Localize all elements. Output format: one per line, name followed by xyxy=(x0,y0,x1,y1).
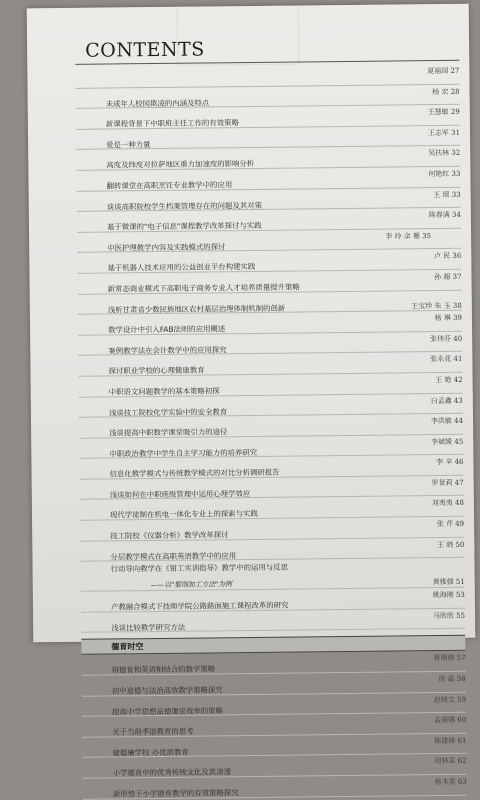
toc-author-page: 姚海刚 53 xyxy=(432,591,465,600)
toc-author-page: 孟丽娜 60 xyxy=(433,715,467,725)
toc-author-page: 马欣欣 55 xyxy=(432,611,466,620)
toc-entry[interactable]: 信息化教学模式与传统教学模式的对比分析调研报告 李 辛 46 xyxy=(79,455,463,480)
toc-entry[interactable]: 新常态商业模式下高职电子商务专业人才培养质量提升策略 孙 超 37 xyxy=(77,270,461,295)
toc-entry[interactable]: 新课程背景下中职班主任工作的有效策略 王慧敏 29 xyxy=(76,105,460,130)
toc-subtitle: ——以"錾削加工方法"为例 xyxy=(150,580,232,590)
toc-author-page: 杨 琳 39 xyxy=(434,313,463,323)
toc-author-page: 赵映文 59 xyxy=(433,695,466,704)
toc-entry[interactable]: 未成年人校园欺凌的内涵及特点 杨 宏 28 xyxy=(76,84,460,109)
toc-entry[interactable]: 技工院校《仪器分析》教学改革探讨 张 芹 49 xyxy=(80,517,464,542)
toc-entry[interactable]: 初中道德与法治高效教学策略探究 徐 晶 58 xyxy=(82,672,466,697)
toc-author-page: 孙 超 37 xyxy=(434,272,462,282)
toc-author-page: 王志军 31 xyxy=(427,128,461,137)
toc-author-page: 张伟芬 40 xyxy=(429,334,463,343)
toc-entry[interactable]: 将德育和英语相结合的教学策略 蒋翔刚 57 xyxy=(81,651,465,676)
toc-entry[interactable]: 浅谈提高中职数学课堂吸引力的途径 李洪敏 44 xyxy=(79,414,463,439)
contents-title: CONTENTS xyxy=(85,38,205,62)
toc-entry[interactable]: 小学德育中的优秀传统文化及其渗透 周林菜 62 xyxy=(83,754,467,779)
toc-author-page: 何艳红 33 xyxy=(428,169,461,179)
toc-author-page: 周林菜 62 xyxy=(434,757,467,766)
toc-author-page: 杨 宏 28 xyxy=(432,87,460,96)
toc-author-page: 王宝珍 朱 玉 38 xyxy=(411,301,462,310)
toc-author-page: 罗景莉 47 xyxy=(431,478,464,487)
toc-entry[interactable]: 浅谈技工院校化学实验中的安全教育 白孟鑫 43 xyxy=(79,393,463,418)
toc-author-page: 徐 晶 58 xyxy=(438,674,466,684)
toc-author-page: 刘夷夷 48 xyxy=(431,499,464,508)
toc-entry[interactable]: 浅析甘肃省少数民族地区农村基层治理体制机制的创新 王宝珍 朱 玉 38 xyxy=(78,290,462,315)
toc-entry[interactable]: 行动导向教学在《钳工实训指导》教学中的运用与反思 ——以"錾削加工方法"为例 黄雅强 51 xyxy=(80,558,464,592)
toc-author-page: 蒋翔刚 57 xyxy=(433,654,466,663)
toc-entry[interactable]: 建德廉学校 办优质教育 陈建锋 61 xyxy=(82,734,466,759)
toc-entry[interactable]: 浅谈如何在中职班级管理中运用心理学效应 罗景莉 47 xyxy=(80,476,464,501)
toc-author-page: 夏福园 27 xyxy=(427,66,460,76)
toc-entry[interactable]: 基于微课的"电子信息"课程教学改革探讨与实践 陈春满 34 xyxy=(77,208,461,233)
toc-entry[interactable]: 数学设计中引入FAB法则的应用概述 杨 琳 39 xyxy=(78,311,462,336)
toc-entry[interactable]: 谈谈高职院校学生档案管理存在的问题及其对策 王 瑶 33 xyxy=(77,187,461,212)
toc-entry[interactable]: 提高中学思想品德课堂效率的策略 赵映文 59 xyxy=(82,692,466,717)
toc-author-page: 李 辛 46 xyxy=(436,458,464,467)
toc-author-page: 黄雅强 51 xyxy=(432,578,465,587)
toc-author-page: 王 瑶 33 xyxy=(433,190,461,199)
toc-author-page: 张永花 41 xyxy=(430,355,463,364)
toc-entry[interactable]: 基于机器人技术应用的公益创业平台构建实践 卢 民 36 xyxy=(77,249,461,274)
toc-page xyxy=(27,4,476,799)
toc-author-page: 陈春满 34 xyxy=(428,210,461,220)
toc-entry[interactable]: 中职政治教学中学生自主学习能力的培养研究 李斌媛 45 xyxy=(79,434,463,459)
section-label: 德育时空 xyxy=(111,642,144,652)
toc-entry[interactable]: 关于当前孝道教育的思考 孟丽娜 60 xyxy=(82,713,466,738)
toc-author-page: 王 晓 50 xyxy=(436,540,465,549)
toc-author-page: 王 艳 42 xyxy=(435,375,463,384)
toc-entry[interactable]: 新形势下小学德育教学的有效策略探究 杨木英 63 xyxy=(83,775,467,800)
toc-entry[interactable]: 中职语文问题教学的基本策略初探 王 艳 42 xyxy=(79,373,463,398)
toc-author-page: 陈建锋 61 xyxy=(434,736,467,745)
toc-entry[interactable]: 翻转课堂在高职烹饪专业教学中的应用 何艳红 33 xyxy=(76,167,460,192)
toc-author-page: 李 玲 余 珊 35 xyxy=(385,231,432,241)
toc-author-page: 张 芹 49 xyxy=(436,519,465,529)
toc-list xyxy=(75,60,467,800)
toc-entry[interactable]: 浅谈比较教学研究方法 马欣欣 55 xyxy=(81,609,465,634)
toc-author-page: 李洪敏 44 xyxy=(430,416,464,426)
toc-author-page: 卢 民 36 xyxy=(433,252,462,261)
toc-author-page: 李斌媛 45 xyxy=(431,437,464,446)
toc-author-page: 王慧敏 29 xyxy=(427,107,460,117)
toc-entry[interactable]: 高度及纬度对拉萨地区重力加速度的影响分析 吴扶林 32 xyxy=(76,146,460,171)
toc-entry[interactable]: 案例教学法在会计教学中的应用探究 张伟芬 40 xyxy=(78,332,462,357)
toc-entry[interactable]: 中医护理教学内容及实践模式的探讨 李 玲 余 珊 35 xyxy=(77,229,461,254)
toc-author-page: 白孟鑫 43 xyxy=(430,396,463,405)
toc-author-page: 吴扶林 32 xyxy=(428,149,461,158)
toc-entry[interactable]: 分层教学模式在高职英语教学中的应用 王 晓 50 xyxy=(80,537,464,562)
toc-entry[interactable]: 产教融合模式下技师学院公路路面施工课程改革的研究 姚海刚 53 xyxy=(81,588,465,613)
toc-entry[interactable]: 爱是一种力量 王志军 31 xyxy=(76,126,460,151)
toc-author-page: 杨木英 63 xyxy=(434,777,467,787)
toc-entry[interactable]: 探讨职业学校的心理健康教育 张永花 41 xyxy=(78,352,462,377)
toc-entry[interactable]: 现代学徒制在机电一体化专业上的探索与实践 刘夷夷 48 xyxy=(80,496,464,521)
